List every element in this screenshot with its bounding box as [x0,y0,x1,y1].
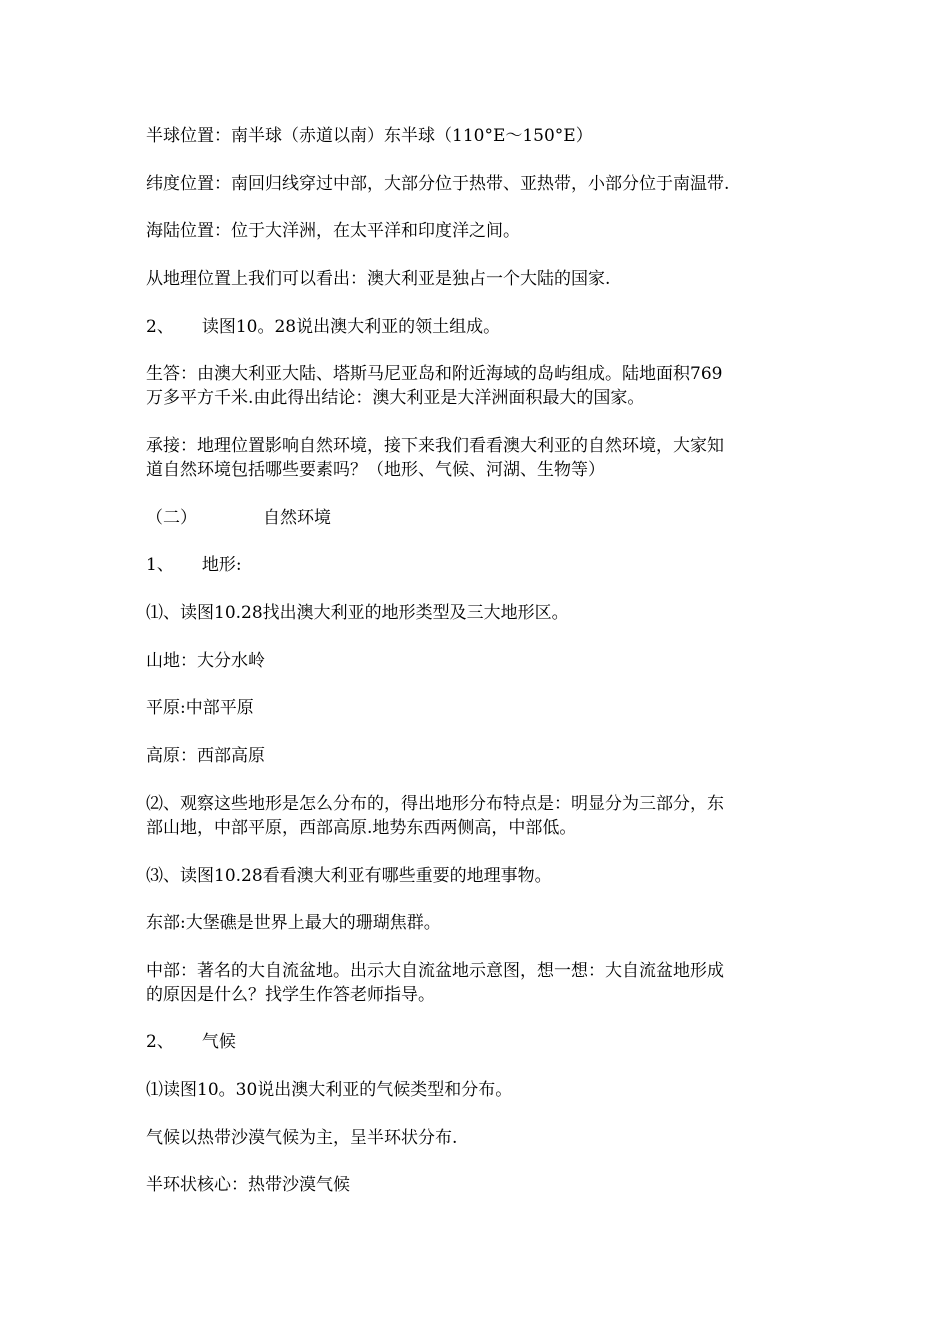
paragraph-climate-core: 半环状核心：热带沙漠气候 [146,1175,350,1195]
paragraph-terrain-plateau: 高原：西部高原 [146,746,265,766]
subsection-title: 地形: [201,555,242,575]
paragraph-latitude-location: 纬度位置：南回归线穿过中部，大部分位于热带、亚热带，小部分位于南温带. [146,174,730,194]
subsection-title: 气候 [201,1032,236,1052]
paragraph-item-2 [146,315,816,340]
paragraph-terrain-question-2-line2: 部山地，中部平原，西部高原.地势东西两侧高，中部低。 [146,818,577,838]
subsection-number: 1、 [146,555,174,575]
paragraph-terrain-question-3: ⑶、读图10.28看看澳大利亚有哪些重要的地理事物。 [146,866,552,886]
paragraph-student-answer-line1: 生答：由澳大利亚大陆、塔斯马尼亚岛和附近海域的岛屿组成。陆地面积769 [146,364,723,384]
paragraph-terrain-question-1: ⑴、读图10.28找出澳大利亚的地形类型及三大地形区。 [146,603,569,623]
paragraph-terrain-question-2-line1: ⑵、观察这些地形是怎么分布的，得出地形分布特点是：明显分为三部分，东 [146,794,724,814]
paragraph-hemisphere-location: 半球位置：南半球（赤道以南）东半球（110°E～150°E） [146,126,593,146]
paragraph-terrain-mountain: 山地：大分水岭 [146,651,265,671]
paragraph-sea-land-location: 海陆位置：位于大洋洲，在太平洋和印度洋之间。 [146,221,520,241]
subsection-heading-climate [146,1030,816,1055]
subsection-heading-terrain [146,553,816,578]
paragraph-climate-question-1: ⑴读图10。30说出澳大利亚的气候类型和分布。 [146,1080,513,1100]
subsection-number: 2、 [146,1032,174,1052]
paragraph-transition-line2: 道自然环境包括哪些要素吗？（地形、气候、河湖、生物等） [146,460,605,480]
section-number: （二） [146,508,197,528]
paragraph-student-answer-line2: 万多平方千米.由此得出结论：澳大利亚是大洋洲面积最大的国家。 [146,388,645,408]
paragraph-location-conclusion: 从地理位置上我们可以看出：澳大利亚是独占一个大陆的国家. [146,269,611,289]
paragraph-climate-type: 气候以热带沙漠气候为主，呈半环状分布. [146,1128,458,1148]
paragraph-transition-line1: 承接：地理位置影响自然环境，接下来我们看看澳大利亚的自然环境，大家知 [146,436,724,456]
paragraph-east-reef: 东部:大堡礁是世界上最大的珊瑚焦群。 [146,913,441,933]
section-title: 自然环境 [263,508,331,528]
item-text: 读图10。28说出澳大利亚的领土组成。 [201,317,501,337]
section-heading-natural-environment [146,506,816,531]
paragraph-central-basin-line2: 的原因是什么？找学生作答老师指导。 [146,985,435,1005]
paragraph-terrain-plain: 平原:中部平原 [146,698,254,718]
item-number: 2、 [146,317,174,337]
paragraph-central-basin-line1: 中部：著名的大自流盆地。出示大自流盆地示意图，想一想：大自流盆地形成 [146,961,724,981]
